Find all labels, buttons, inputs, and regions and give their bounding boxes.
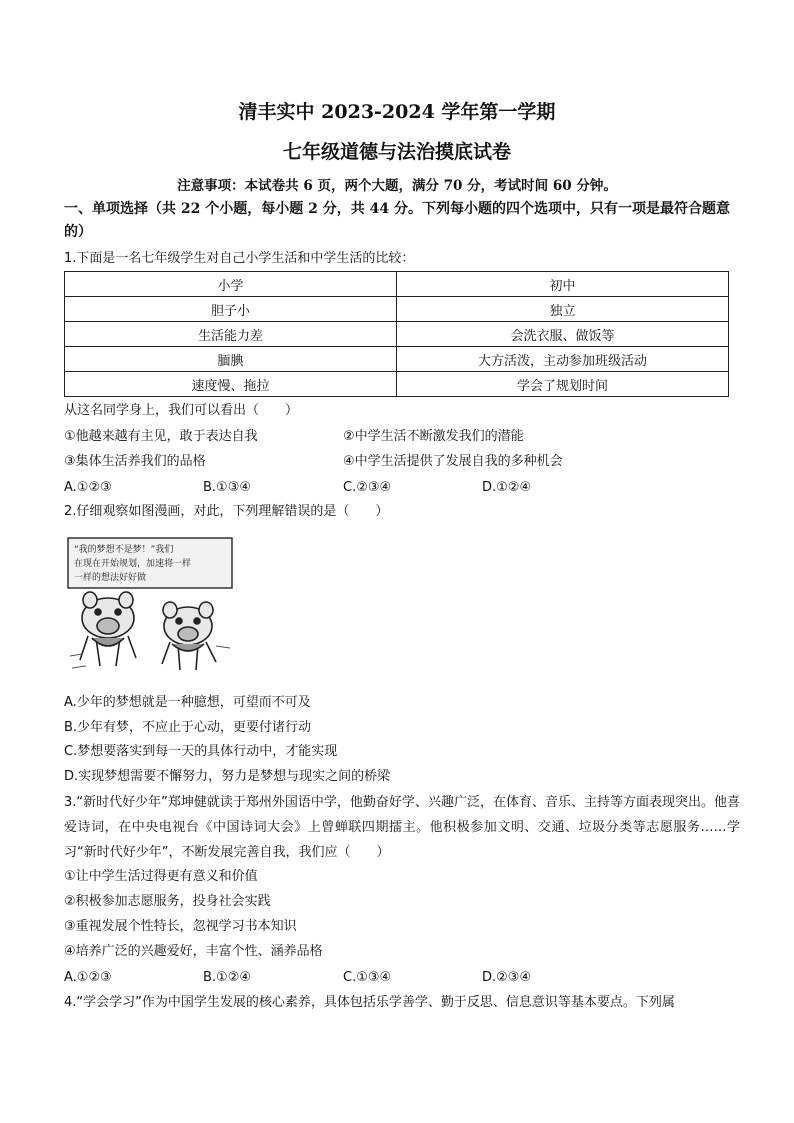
q1-item: ③集体生活养我们的品格 <box>64 454 206 469</box>
table-header-row <box>65 272 729 297</box>
q4-stem: 4.“学会学习”作为中国学生发展的核心素养，具体包括乐学善学、勤于反思、信息意识等基本要点。下列属 <box>64 995 675 1010</box>
table-row <box>65 322 729 347</box>
q3-option-c[interactable]: C.①③④ <box>343 970 392 985</box>
q1-option-b[interactable]: B.①③④ <box>203 480 252 495</box>
q3-item: ①让中学生活过得更有意义和价值 <box>64 869 258 884</box>
cartoon-image <box>66 536 236 676</box>
q3-stem: 3.“新时代好少年”郑坤健就读于郑州外国语中学，他勤奋好学、兴趣广泛，在体育、音乐、主持等方面表现突出。他喜爱诗词，在中央电视台《中国诗词大会》上曾蝉联四期擂主。他积极参加文明、交通、垃圾分类等志愿服务……学习“新时代好少年”，不断发展完善自我，我们应（ ） <box>64 795 740 860</box>
q1-item: ②中学生活不断激发我们的潜能 <box>343 429 524 444</box>
q2-option-b[interactable]: B.少年有梦，不应止于心动，更要付诸行动 <box>64 720 312 735</box>
comparison-table <box>64 271 729 397</box>
q1-item: ①他越来越有主见，敢于表达自我 <box>64 429 258 444</box>
q2-option-c[interactable]: C.梦想要落实到每一天的具体行动中，才能实现 <box>64 744 338 759</box>
q3-option-a[interactable]: A.①②③ <box>64 970 112 985</box>
table-cell: 大方活泼，主动参加班级活动 <box>397 347 729 372</box>
table-cell: 会洗衣服、做饭等 <box>397 322 729 347</box>
table-row <box>65 372 729 397</box>
q1-option-d[interactable]: D.①②④ <box>482 480 532 495</box>
q1-item: ④中学生活提供了发展自我的多种机会 <box>343 454 563 469</box>
q1-followup: 从这名同学身上，我们可以看出（ ） <box>64 403 299 418</box>
exam-title-line2: 七年级道德与法治摸底试卷 <box>282 141 511 163</box>
q3-item: ④培养广泛的兴趣爱好，丰富个性、涵养品格 <box>64 944 323 959</box>
cartoon-drawing <box>66 536 236 676</box>
table-cell: 胆子小 <box>65 297 397 322</box>
section-heading: 一、单项选择（共 22 个小题，每小题 2 分，共 44 分。下列每小题的四个选项中，只有一项是最符合题意的） <box>64 201 730 240</box>
table-cell: 学会了规划时间 <box>397 372 729 397</box>
q2-option-d[interactable]: D.实现梦想需要不懈努力，努力是梦想与现实之间的桥梁 <box>64 769 391 784</box>
table-cell: 独立 <box>397 297 729 322</box>
q3-option-b[interactable]: B.①②④ <box>203 970 252 985</box>
exam-title-line1: 清丰实中 2023-2024 学年第一学期 <box>238 101 556 123</box>
q1-option-c[interactable]: C.②③④ <box>343 480 392 495</box>
q2-option-a[interactable]: A.少年的梦想就是一种臆想，可望而不可及 <box>64 695 311 710</box>
svg-text:“我的梦想不是梦！”我们: “我的梦想不是梦！”我们 <box>74 545 174 555</box>
q1-option-a[interactable]: A.①②③ <box>64 480 112 495</box>
q3-item: ③重视发展个性特长，忽视学习书本知识 <box>64 919 297 934</box>
table-cell: 腼腆 <box>65 347 397 372</box>
svg-text:在现在开始规划，加速将一样: 在现在开始规划，加速将一样 <box>74 559 192 569</box>
q3-option-d[interactable]: D.②③④ <box>482 970 532 985</box>
q2-stem: 2.仔细观察如图漫画，对此，下列理解错误的是（ ） <box>64 504 389 519</box>
q3-item: ②积极参加志愿服务，投身社会实践 <box>64 894 271 909</box>
table-row <box>65 347 729 372</box>
table-header-cell: 初中 <box>397 272 729 297</box>
table-cell: 速度慢、拖拉 <box>65 372 397 397</box>
svg-text:一样的想法好好做: 一样的想法好好做 <box>74 573 147 583</box>
q1-stem: 1.下面是一名七年级学生对自己小学生活和中学生活的比较： <box>64 251 415 266</box>
table-cell: 生活能力差 <box>65 322 397 347</box>
table-header-cell: 小学 <box>65 272 397 297</box>
table-row <box>65 297 729 322</box>
exam-notice: 注意事项：本试卷共 6 页，两个大题，满分 70 分，考试时间 60 分钟。 <box>177 178 617 194</box>
